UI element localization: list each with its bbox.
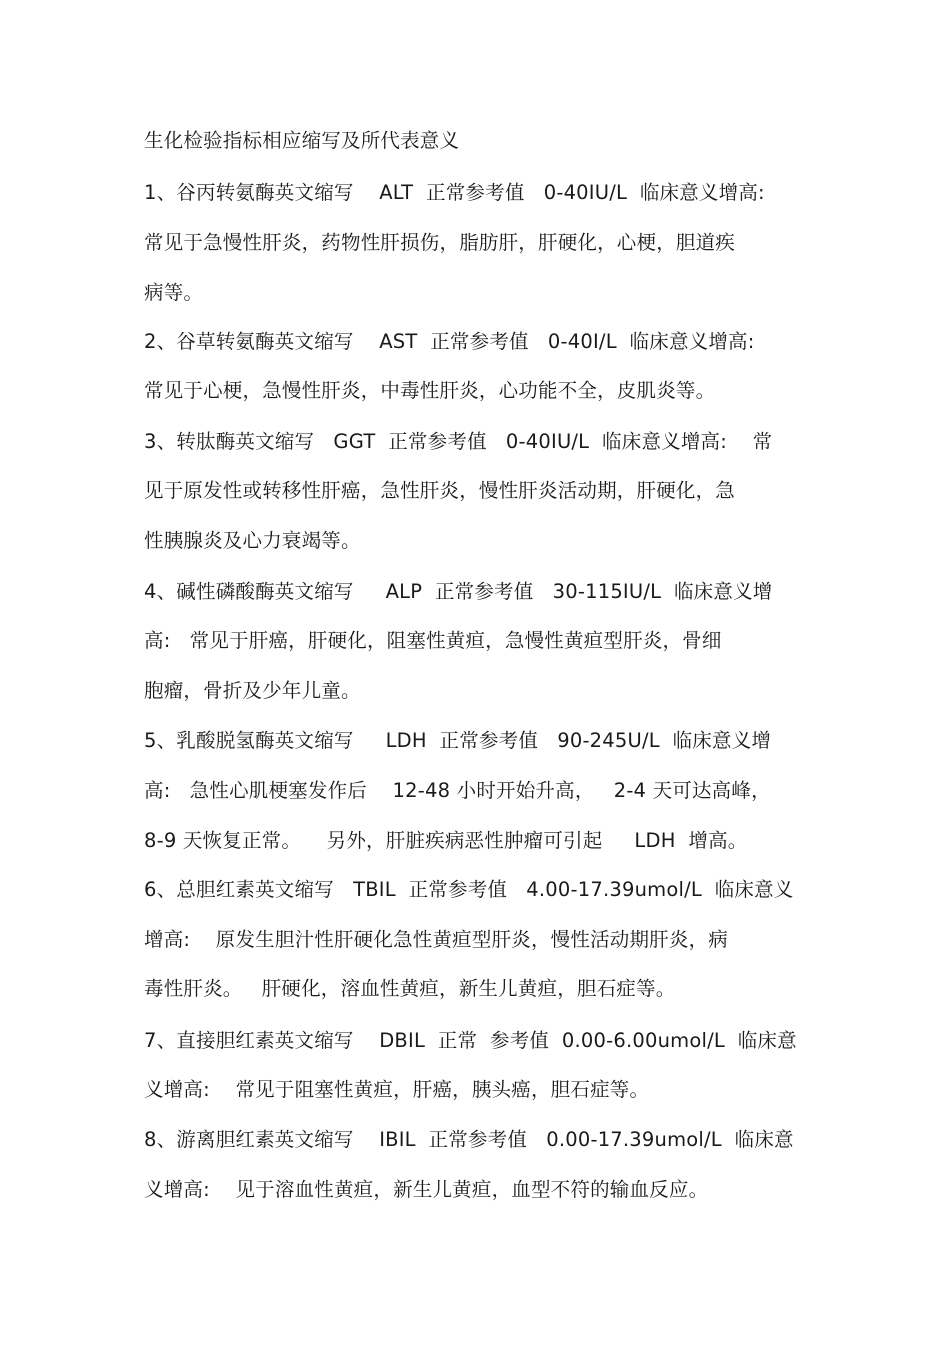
item-5-line-2: 高: 急性心肌梗塞发作后 12-48 小时开始升高， 2-4 天可达高峰， [144,779,771,802]
document-title: 生化检验指标相应缩写及所代表意义 [144,129,460,152]
item-2-line-2: 常见于心梗，急慢性肝炎，中毒性肝炎，心功能不全，皮肌炎等。 [144,379,716,402]
item-4-line-3: 胞瘤，骨折及少年儿童。 [144,679,361,702]
item-1-line-1: 1、谷丙转氨酶英文缩写 ALT 正常参考值 0-40IU/L 临床意义增高: [144,181,765,204]
item-8-line-2: 义增高: 见于溶血性黄疸，新生儿黄疸，血型不符的输血反应。 [144,1178,709,1201]
item-1-line-2: 常见于急慢性肝炎，药物性肝损伤，脂肪肝，肝硬化，心梗，胆道疾 [144,231,736,254]
item-2-line-1: 2、谷草转氨酶英文缩写 AST 正常参考值 0-40I/L 临床意义增高: [144,330,755,353]
item-3-line-1: 3、转肽酶英文缩写 GGT 正常参考值 0-40IU/L 临床意义增高: 常 [144,430,773,453]
item-1-line-3: 病等。 [144,281,204,304]
item-6-line-3: 毒性肝炎。 肝硬化，溶血性黄疸，新生儿黄疸，胆石症等。 [144,977,676,1000]
item-3-line-2: 见于原发性或转移性肝癌，急性肝炎，慢性肝炎活动期，肝硬化，急 [144,479,736,502]
item-4-line-2: 高: 常见于肝癌，肝硬化，阻塞性黄疸，急慢性黄疸型肝炎，骨细 [144,629,722,652]
item-8-line-1: 8、游离胆红素英文缩写 IBIL 正常参考值 0.00-17.39umol/L 临床意 [144,1128,794,1151]
item-7-line-1: 7、直接胆红素英文缩写 DBIL 正常 参考值 0.00-6.00umol/L 临床意 [144,1029,797,1052]
item-6-line-1: 6、总胆红素英文缩写 TBIL 正常参考值 4.00-17.39umol/L 临床意义 [144,878,794,901]
item-3-line-3: 性胰腺炎及心力衰竭等。 [144,529,361,552]
item-5-line-3: 8-9 天恢复正常。 另外，肝脏疾病恶性肿瘤可引起 LDH 增高。 [144,829,748,852]
item-6-line-2: 增高: 原发生胆汁性肝硬化急性黄疸型肝炎，慢性活动期肝炎，病 [144,928,728,951]
item-5-line-1: 5、乳酸脱氢酶英文缩写 LDH 正常参考值 90-245U/L 临床意义增 [144,729,772,752]
item-7-line-2: 义增高: 常见于阻塞性黄疸，肝癌，胰头癌，胆石症等。 [144,1078,650,1101]
item-4-line-1: 4、碱性磷酸酶英文缩写 ALP 正常参考值 30-115IU/L 临床意义增 [144,580,773,603]
